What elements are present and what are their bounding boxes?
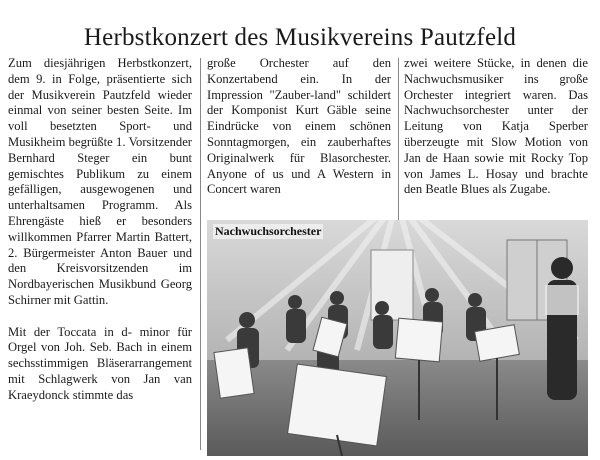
article-column-2	[207, 56, 391, 198]
article-paragraph: große Orchester auf den Konzertabend ein. In der Impression "Zauber-land" schildert der Komponist Kurt Gäble seine Eindrücke von einem schönen Sonntagmorgen, ein zauberhaftes Originalwerk für Blasorchester. Anyone of us und A Western in Concert waren	[207, 56, 391, 197]
article-column-1	[8, 56, 192, 404]
article-paragraph: Mit der Toccata in d- minor für Orgel von Joh. Seb. Bach in einem sechsstimmigen Bläserarrangement mit Schlagwerk von Jan van Kraeydonck stimmte das	[8, 324, 192, 402]
article-paragraph: Zum diesjährigen Herbstkonzert, dem 9. in Folge, präsentierte sich der Musikverein Pautzfeld wieder einmal von seiner besten Seite. Im voll besetzten Sport- und Musikheim begrüßte 1. Vorsitzender Bernhard Steger ein bunt gemischtes Publikum zu einem gefälligen, ausgewogenen und unterhaltsamen Programm. Als Ehrengäste hieß er besonders willkommen Pfarrer Martin Battert, 2. Bürgermeister Anton Bauer und den Kreisvorsitzenden im Nordbayerischen Musikbund Georg Schirner mit Gattin.	[8, 56, 192, 307]
article-headline: Herbstkonzert des Musikvereins Pautzfeld	[83, 23, 517, 51]
column-divider	[200, 58, 201, 450]
orchestra-photo-illustration	[207, 220, 588, 456]
photo-caption: Nachwuchsorchester	[215, 224, 322, 238]
article-column-3	[404, 56, 588, 198]
article-paragraph: zwei weitere Stücke, in denen die Nachwuchsmusiker ins große Orchester integriert waren. Das Nachwuchsorchester unter der Leitung von Katja Sperber überzeugte mit Slow Motion von Jan de Haan sowie mit Rocky Top von James L. Hosay und brachte den Beatle Blues als Zugabe.	[404, 56, 588, 197]
orchestra-photo	[207, 220, 588, 456]
